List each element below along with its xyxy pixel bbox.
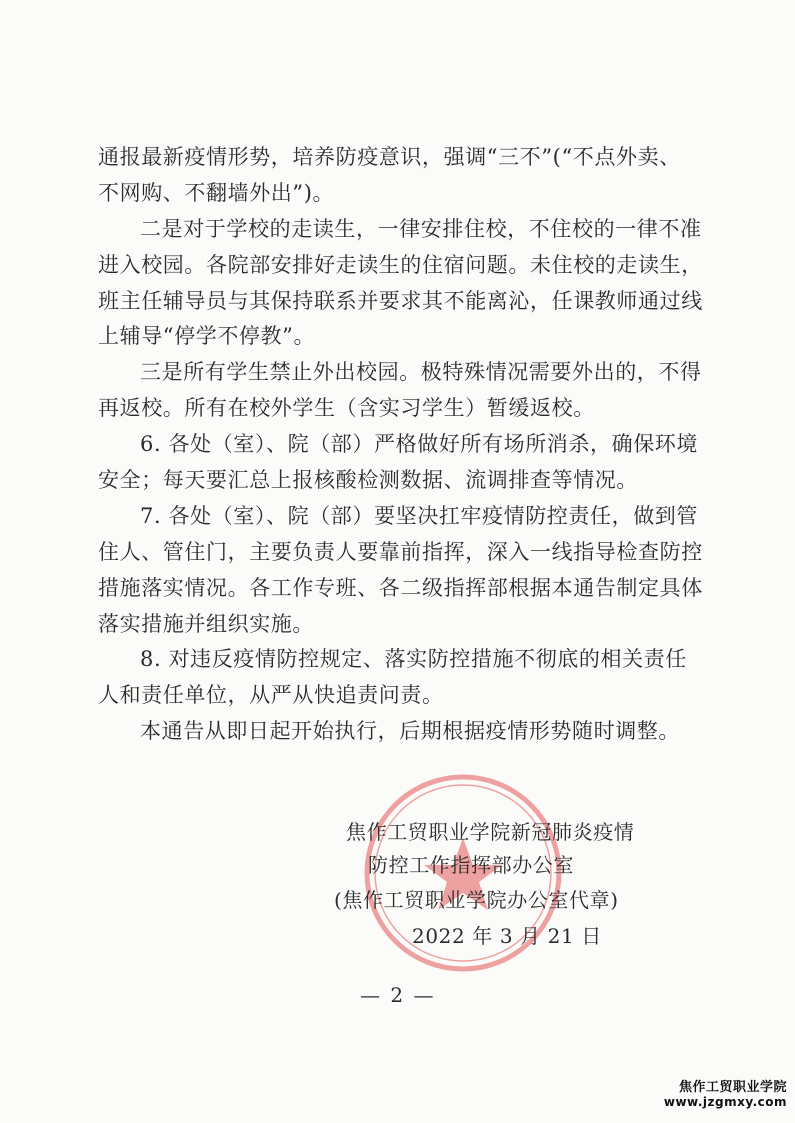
paragraph-line: 不网购、不翻墙外出”)。 — [98, 180, 335, 205]
document-body — [98, 140, 708, 750]
paragraph-line: 住人、管住门，主要负责人要靠前指挥，深入一线指导检查防控 — [98, 539, 703, 564]
paragraph-line: 落实措施并组织实施。 — [98, 611, 314, 636]
page-number: — 2 — — [360, 983, 436, 1007]
paragraph-line: 再返校。所有在校外学生（含实习学生）暂缓返校。 — [98, 396, 595, 421]
paragraph-line: 措施落实情况。各工作专班、各二级指挥部根据本通告制定具体 — [98, 575, 703, 600]
paragraph-line: 本通告从即日起开始执行，后期根据疫情形势随时调整。 — [140, 719, 680, 744]
paragraph-line: 三是所有学生禁止外出校园。极特殊情况需要外出的，不得 — [140, 360, 702, 385]
paragraph-line: 班主任辅导员与其保持联系并要求其不能离沁，任课教师通过线 — [98, 288, 703, 313]
watermark-name: 焦作工贸职业学院 — [678, 1080, 787, 1095]
paragraph-line: 6. 各处（室）、院（部）严格做好所有场所消杀，确保环境 — [140, 432, 699, 457]
signature-date: 2022 年 3 月 21 日 — [412, 924, 602, 948]
paragraph-line: 上辅导“停学不停教”。 — [98, 324, 316, 349]
paragraph-line: 进入校园。各院部安排好走读生的住宿问题。未住校的走读生， — [98, 252, 703, 277]
paragraph-line: 通报最新疫情形势，培养防疫意识，强调“三不”(“不点外卖、 — [98, 145, 681, 169]
watermark-url: www.jzgmxy.com — [663, 1095, 787, 1109]
paragraph-line: 人和责任单位，从严从快追责问责。 — [98, 683, 444, 708]
paragraph-line: 二是对于学校的走读生，一律安排住校，不住校的一律不准 — [140, 216, 702, 241]
paragraph-line: 7. 各处（室）、院（部）要坚决扛牢疫情防控责任，做到管 — [140, 503, 699, 528]
watermark — [664, 1076, 787, 1109]
signature-line-3: (焦作工贸职业学院办公室代章) — [334, 888, 619, 912]
paragraph-line: 8. 对违反疫情防控规定、落实防控措施不彻底的相关责任 — [140, 647, 687, 672]
signature-line-1: 焦作工贸职业学院新冠肺炎疫情 — [346, 820, 635, 844]
paragraph-line: 安全；每天要汇总上报核酸检测数据、流调排查等情况。 — [98, 468, 638, 493]
signature-line-2: 防控工作指挥部办公室 — [368, 853, 574, 877]
